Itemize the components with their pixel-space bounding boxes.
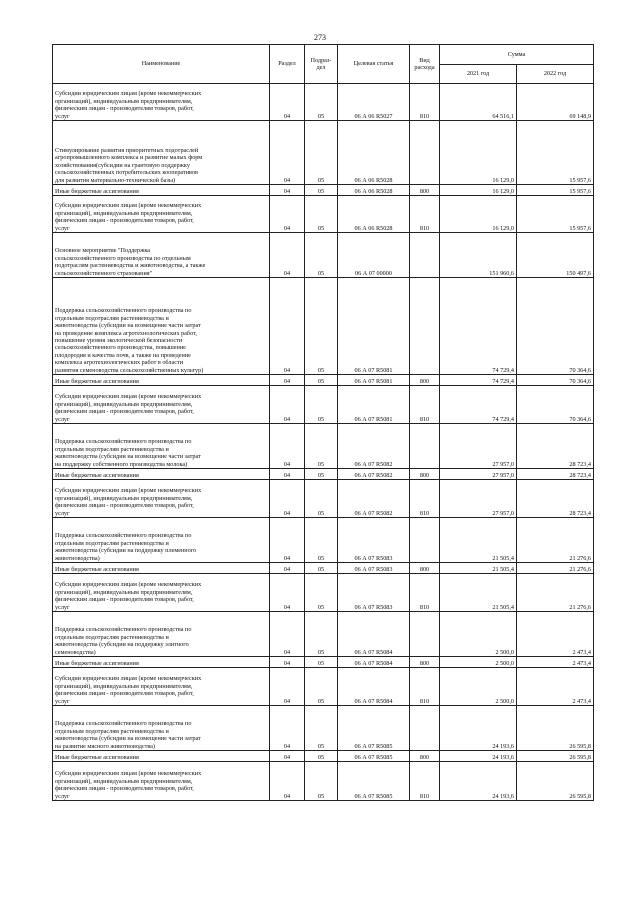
row-target-article: 06 А 07 R5081 [338, 278, 410, 375]
row-expense-kind: 810 [410, 762, 440, 801]
row-expense-kind: 800 [410, 375, 440, 386]
row-sum-2021: 21 505,4 [440, 574, 517, 612]
header-year-2021: 2021 год [440, 65, 517, 84]
row-section: 04 [270, 196, 305, 233]
table-row [53, 563, 594, 574]
row-subsection: 05 [305, 84, 338, 121]
table-row [53, 278, 594, 375]
row-sum-2022: 26 595,8 [517, 706, 594, 751]
row-name: Основное мероприятие "Поддержка сельскохозяйственного производства по отдельным подотраслям растениеводства и животноводства, а также сельскохозяйственного страхования" [53, 233, 270, 278]
row-expense-kind: 810 [410, 386, 440, 424]
row-sum-2022: 28 723,4 [517, 480, 594, 518]
row-section: 04 [270, 424, 305, 469]
row-section: 04 [270, 751, 305, 762]
row-target-article: 06 А 07 R5084 [338, 657, 410, 668]
row-name: Иные бюджетные ассигнования [53, 751, 270, 762]
row-name: Иные бюджетные ассигнования [53, 375, 270, 386]
table-row [53, 196, 594, 233]
row-name: Поддержка сельскохозяйственного производства по отдельным подотраслям растениеводства и животноводства (субсидии на поддержку племенного животноводства) [53, 518, 270, 563]
row-target-article: 06 А 07 R5083 [338, 518, 410, 563]
row-section: 04 [270, 668, 305, 706]
row-section: 04 [270, 612, 305, 657]
header-expense-kind: Вид расхода [410, 45, 440, 84]
row-target-article: 06 А 07 R5082 [338, 480, 410, 518]
row-sum-2021: 2 500,0 [440, 657, 517, 668]
row-section: 04 [270, 84, 305, 121]
row-sum-2022: 150 497,6 [517, 233, 594, 278]
row-expense-kind: 810 [410, 84, 440, 121]
row-expense-kind: 800 [410, 185, 440, 196]
page-number: 273 [314, 33, 326, 42]
row-subsection: 05 [305, 563, 338, 574]
table-row [53, 657, 594, 668]
row-sum-2022: 70 364,6 [517, 375, 594, 386]
row-sum-2022: 28 723,4 [517, 469, 594, 480]
table-row [53, 233, 594, 278]
row-expense-kind: 810 [410, 196, 440, 233]
row-name: Субсидии юридическим лицам (кроме некоммерческих организаций), индивидуальным предпринимателям, физическим лицам - производителям товаров, работ, услуг [53, 668, 270, 706]
row-sum-2021: 2 500,0 [440, 668, 517, 706]
row-expense-kind: 810 [410, 668, 440, 706]
row-sum-2022: 15 957,6 [517, 185, 594, 196]
row-subsection: 05 [305, 196, 338, 233]
table-row [53, 424, 594, 469]
row-name: Субсидии юридическим лицам (кроме некоммерческих организаций), индивидуальным предпринимателям, физическим лицам - производителям товаров, работ, услуг [53, 386, 270, 424]
row-section: 04 [270, 278, 305, 375]
row-section: 04 [270, 518, 305, 563]
row-subsection: 05 [305, 233, 338, 278]
row-subsection: 05 [305, 657, 338, 668]
row-name: Поддержка сельскохозяйственного производства по отдельным подотраслям растениеводства и животноводства (субсидии на возмещение части затрат на проведение комплекса агротехнологических работ, повышение уровня экологической безопасности сельскохозяйственного производства, повышение плодородия и качества почв, а также на проведение комплекса агротехнологических работ в области развития семеноводства сельскохозяйственных культур) [53, 278, 270, 375]
row-sum-2021: 27 957,0 [440, 424, 517, 469]
row-sum-2021: 24 193,6 [440, 751, 517, 762]
table-row [53, 469, 594, 480]
row-target-article: 06 А 07 R5084 [338, 612, 410, 657]
row-target-article: 06 А 06 R5028 [338, 196, 410, 233]
row-subsection: 05 [305, 612, 338, 657]
row-sum-2022: 2 473,4 [517, 612, 594, 657]
row-section: 04 [270, 386, 305, 424]
row-target-article: 06 А 07 R5083 [338, 574, 410, 612]
row-expense-kind: 800 [410, 657, 440, 668]
row-subsection: 05 [305, 469, 338, 480]
row-section: 04 [270, 762, 305, 801]
row-subsection: 05 [305, 668, 338, 706]
row-target-article: 06 А 07 R5083 [338, 563, 410, 574]
row-subsection: 05 [305, 480, 338, 518]
table-row [53, 185, 594, 196]
row-name: Иные бюджетные ассигнования [53, 469, 270, 480]
row-sum-2021: 27 957,0 [440, 480, 517, 518]
row-subsection: 05 [305, 386, 338, 424]
row-name: Иные бюджетные ассигнования [53, 657, 270, 668]
row-section: 04 [270, 469, 305, 480]
row-subsection: 05 [305, 574, 338, 612]
row-sum-2022: 2 473,4 [517, 668, 594, 706]
row-expense-kind: 810 [410, 574, 440, 612]
table-row [53, 751, 594, 762]
row-target-article: 06 А 06 R5028 [338, 185, 410, 196]
row-expense-kind [410, 424, 440, 469]
row-target-article: 06 А 07 R5085 [338, 706, 410, 751]
row-sum-2021: 74 729,4 [440, 278, 517, 375]
table-row [53, 574, 594, 612]
row-sum-2022: 15 957,6 [517, 196, 594, 233]
row-subsection: 05 [305, 185, 338, 196]
row-sum-2021: 21 505,4 [440, 563, 517, 574]
row-name: Иные бюджетные ассигнования [53, 563, 270, 574]
row-section: 04 [270, 563, 305, 574]
row-subsection: 05 [305, 518, 338, 563]
row-sum-2022: 28 723,4 [517, 424, 594, 469]
row-name: Поддержка сельскохозяйственного производства по отдельным подотраслям растениеводства и животноводства (субсидии на возмещение части затрат на развитие мясного животноводства) [53, 706, 270, 751]
row-sum-2021: 16 129,0 [440, 196, 517, 233]
row-sum-2022: 26 595,8 [517, 762, 594, 801]
row-expense-kind: 800 [410, 563, 440, 574]
table-row [53, 668, 594, 706]
row-subsection: 05 [305, 762, 338, 801]
table-row [53, 386, 594, 424]
row-section: 04 [270, 706, 305, 751]
row-name: Субсидии юридическим лицам (кроме некоммерческих организаций), индивидуальным предпринимателям, физическим лицам - производителям товаров, работ, услуг [53, 574, 270, 612]
row-sum-2022: 70 364,6 [517, 386, 594, 424]
row-sum-2021: 64 516,1 [440, 84, 517, 121]
table-row [53, 706, 594, 751]
row-target-article: 06 А 07 R5082 [338, 424, 410, 469]
row-target-article: 06 А 07 R5081 [338, 375, 410, 386]
table-row [53, 84, 594, 121]
row-subsection: 05 [305, 375, 338, 386]
header-target-article: Целевая статья [338, 45, 410, 84]
table-row [53, 375, 594, 386]
row-sum-2021: 27 957,0 [440, 469, 517, 480]
row-sum-2021: 74 729,4 [440, 375, 517, 386]
row-subsection: 05 [305, 121, 338, 185]
row-name: Субсидии юридическим лицам (кроме некоммерческих организаций), индивидуальным предпринимателям, физическим лицам - производителям товаров, работ, услуг [53, 480, 270, 518]
budget-table [52, 44, 594, 801]
header-name: Наименование [53, 45, 270, 84]
row-subsection: 05 [305, 706, 338, 751]
row-target-article: 06 А 07 R5085 [338, 751, 410, 762]
row-sum-2021: 24 193,6 [440, 762, 517, 801]
header-section: Раздел [270, 45, 305, 84]
row-name: Субсидии юридическим лицам (кроме некоммерческих организаций), индивидуальным предпринимателям, физическим лицам - производителям товаров, работ, услуг [53, 196, 270, 233]
header-year-2022: 2022 год [517, 65, 594, 84]
row-expense-kind: 800 [410, 469, 440, 480]
row-expense-kind [410, 121, 440, 185]
row-sum-2022: 21 276,6 [517, 518, 594, 563]
row-subsection: 05 [305, 751, 338, 762]
row-target-article: 06 А 07 R5085 [338, 762, 410, 801]
table-row [53, 762, 594, 801]
row-expense-kind [410, 278, 440, 375]
row-sum-2022: 21 276,6 [517, 574, 594, 612]
row-section: 04 [270, 185, 305, 196]
row-target-article: 06 А 06 R5027 [338, 84, 410, 121]
row-section: 04 [270, 480, 305, 518]
row-target-article: 06 А 07 R5084 [338, 668, 410, 706]
row-sum-2022: 69 148,9 [517, 84, 594, 121]
row-sum-2022: 15 957,6 [517, 121, 594, 185]
table-row [53, 518, 594, 563]
row-sum-2022: 21 276,6 [517, 563, 594, 574]
row-section: 04 [270, 121, 305, 185]
row-expense-kind [410, 612, 440, 657]
row-target-article: 06 А 07 00000 [338, 233, 410, 278]
row-name: Поддержка сельскохозяйственного производства по отдельным подотраслям растениеводства и животноводства (субсидии на возмещение части затрат на поддержку собственного производства молока) [53, 424, 270, 469]
row-section: 04 [270, 657, 305, 668]
row-sum-2022: 70 364,6 [517, 278, 594, 375]
row-sum-2021: 16 129,0 [440, 121, 517, 185]
header-subsection: Подраз- дел [305, 45, 338, 84]
row-name: Иные бюджетные ассигнования [53, 185, 270, 196]
row-target-article: 06 А 06 R5028 [338, 121, 410, 185]
row-expense-kind [410, 518, 440, 563]
row-name: Субсидии юридическим лицам (кроме некоммерческих организаций), индивидуальным предпринимателям, физическим лицам - производителям товаров, работ, услуг [53, 762, 270, 801]
row-name: Поддержка сельскохозяйственного производства по отдельным подотраслям растениеводства и животноводства (субсидии на поддержку элитного семеноводства) [53, 612, 270, 657]
row-sum-2021: 16 129,0 [440, 185, 517, 196]
row-sum-2021: 74 729,4 [440, 386, 517, 424]
row-expense-kind: 800 [410, 751, 440, 762]
row-sum-2021: 21 505,4 [440, 518, 517, 563]
row-sum-2021: 2 500,0 [440, 612, 517, 657]
row-expense-kind [410, 706, 440, 751]
row-target-article: 06 А 07 R5082 [338, 469, 410, 480]
row-name: Стимулирование развития приоритетных подотраслей агропромышленного комплекса и развитие малых форм хозяйствования(субсидии на грантовую поддержку сельскохозяйственных потребительских кооперативов для развития материально-технической базы) [53, 121, 270, 185]
row-section: 04 [270, 574, 305, 612]
row-section: 04 [270, 375, 305, 386]
table-row [53, 612, 594, 657]
row-section: 04 [270, 233, 305, 278]
header-sum: Сумма [440, 45, 594, 65]
row-subsection: 05 [305, 278, 338, 375]
row-subsection: 05 [305, 424, 338, 469]
row-expense-kind [410, 233, 440, 278]
table-row [53, 480, 594, 518]
row-sum-2021: 24 193,6 [440, 706, 517, 751]
table-row [53, 121, 594, 185]
row-sum-2022: 26 595,8 [517, 751, 594, 762]
row-sum-2021: 151 960,6 [440, 233, 517, 278]
row-sum-2022: 2 473,4 [517, 657, 594, 668]
row-target-article: 06 А 07 R5081 [338, 386, 410, 424]
row-name: Субсидии юридическим лицам (кроме некоммерческих организаций), индивидуальным предпринимателям, физическим лицам - производителям товаров, работ, услуг [53, 84, 270, 121]
row-expense-kind: 810 [410, 480, 440, 518]
